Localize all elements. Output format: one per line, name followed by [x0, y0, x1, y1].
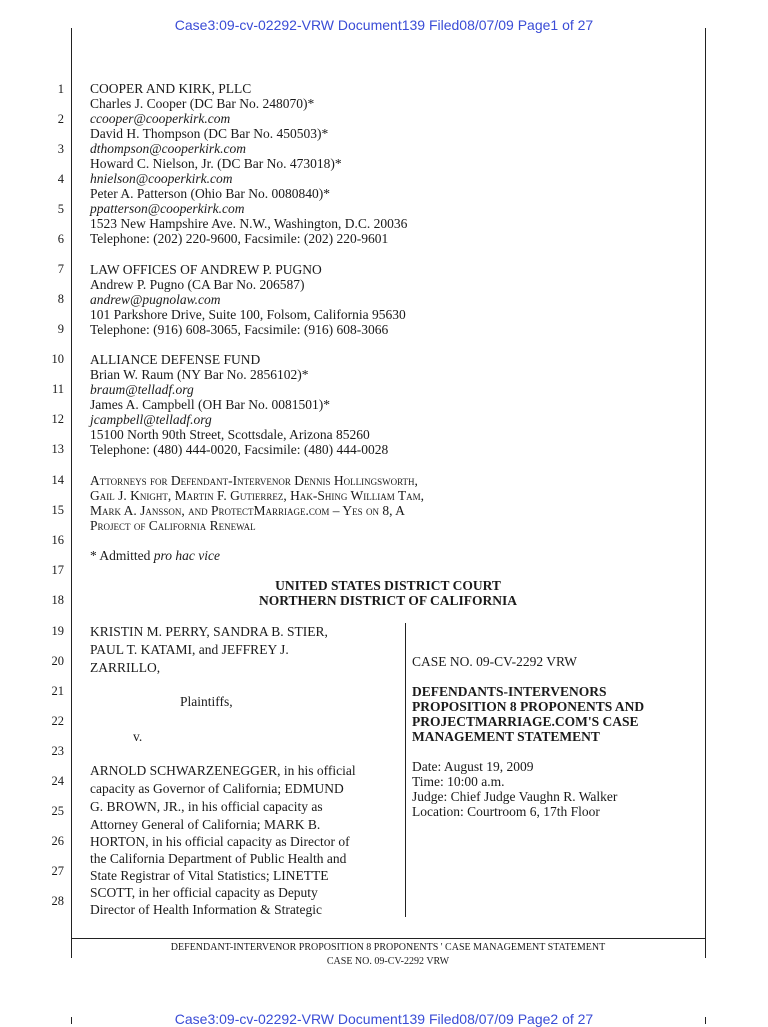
- defendants-line: SCOTT, in her official capacity as Deputy: [90, 885, 318, 900]
- admitted-prefix: * Admitted: [90, 548, 154, 563]
- firm-address: 15100 North 90th Street, Scottsdale, Arizona 85260: [90, 427, 370, 442]
- line-number: 4: [57, 172, 64, 186]
- page2-header: Case3:09-cv-02292-VRW Document139 Filed08/07/09 Page2 of 27: [174, 1011, 594, 1027]
- line-number: 14: [51, 473, 64, 487]
- line-number: 20: [51, 654, 64, 668]
- defendants-line: State Registrar of Vital Statistics; LINETTE: [90, 868, 329, 883]
- admitted-note: [90, 548, 220, 563]
- page-header: Case3:09-cv-02292-VRW Document139 Filed08/07/09 Page1 of 27: [174, 17, 594, 33]
- line-number: 11: [51, 382, 64, 396]
- firm-phone: Telephone: (202) 220-9600, Facsimile: (202) 220-9601: [90, 231, 389, 246]
- line-number: 18: [51, 593, 64, 607]
- line-number: 26: [51, 834, 64, 848]
- court-name: UNITED STATES DISTRICT COURT: [275, 578, 501, 593]
- plaintiffs-label: Plaintiffs,: [180, 694, 233, 709]
- line-number: 12: [51, 412, 64, 426]
- court-district: NORTHERN DISTRICT OF CALIFORNIA: [259, 593, 517, 608]
- attorney-email: braum@telladf.org: [90, 382, 194, 397]
- line-number: 17: [51, 563, 64, 577]
- firm-phone: Telephone: (916) 608-3065, Facsimile: (916) 608-3066: [90, 322, 389, 337]
- attorney-email: ccooper@cooperkirk.com: [90, 111, 231, 126]
- page2-right-rule: [705, 1017, 706, 1024]
- line-number: 13: [51, 442, 64, 456]
- attorneys-for-line: Gail J. Knight, Martin F. Gutierrez, Hak-Shing William Tam,: [90, 488, 424, 503]
- firm-name: COOPER AND KIRK, PLLC: [90, 81, 252, 96]
- versus: v.: [133, 729, 143, 744]
- attorney-name: Andrew P. Pugno (CA Bar No. 206587): [90, 277, 305, 292]
- attorney-name: Howard C. Nielson, Jr. (DC Bar No. 473018)*: [90, 156, 342, 171]
- attorneys-for-line: Attorneys for Defendant-Intervenor Dennis Hollingsworth,: [90, 473, 418, 488]
- document-title: PROJECTMARRIAGE.COM'S CASE: [412, 714, 639, 729]
- line-number: 16: [51, 533, 64, 547]
- line-number: 8: [57, 292, 64, 306]
- line-number: 15: [51, 503, 64, 517]
- hearing-location: Location: Courtroom 6, 17th Floor: [412, 804, 600, 819]
- firm-name: LAW OFFICES OF ANDREW P. PUGNO: [90, 262, 322, 277]
- firm-phone: Telephone: (480) 444-0020, Facsimile: (480) 444-0028: [90, 442, 389, 457]
- plaintiffs-names: PAUL T. KATAMI, and JEFFREY J.: [90, 642, 289, 657]
- defendants-line: G. BROWN, JR., in his official capacity as: [90, 799, 323, 814]
- attorney-name: David H. Thompson (DC Bar No. 450503)*: [90, 126, 329, 141]
- line-number: 2: [57, 112, 64, 126]
- line-number: 28: [51, 894, 64, 908]
- attorneys-for-line: Project of California Renewal: [90, 518, 256, 533]
- document-title: MANAGEMENT STATEMENT: [412, 729, 600, 744]
- footer-title: DEFENDANT-INTERVENOR PROPOSITION 8 PROPONENTS ' CASE MANAGEMENT STATEMENT: [170, 942, 606, 953]
- line-number: 19: [51, 624, 64, 638]
- attorney-name: Peter A. Patterson (Ohio Bar No. 0080840)*: [90, 186, 330, 201]
- plaintiffs-names: KRISTIN M. PERRY, SANDRA B. STIER,: [90, 624, 328, 639]
- firm-address: 101 Parkshore Drive, Suite 100, Folsom, California 95630: [90, 307, 406, 322]
- document-title: DEFENDANTS-INTERVENORS: [412, 684, 607, 699]
- line-number: 24: [51, 774, 64, 788]
- attorney-email: hnielson@cooperkirk.com: [90, 171, 233, 186]
- line-number: 1: [57, 82, 64, 96]
- footer-case-number: CASE NO. 09-CV-2292 VRW: [326, 956, 450, 967]
- line-number: 21: [51, 684, 64, 698]
- defendants-line: Attorney General of California; MARK B.: [90, 817, 321, 832]
- attorney-email: jcampbell@telladf.org: [90, 412, 212, 427]
- case-number: CASE NO. 09-CV-2292 VRW: [412, 654, 578, 669]
- defendants-line: capacity as Governor of California; EDMUND: [90, 781, 344, 796]
- document-title: PROPOSITION 8 PROPONENTS AND: [412, 699, 645, 714]
- attorney-email: dthompson@cooperkirk.com: [90, 141, 247, 156]
- attorney-email: andrew@pugnolaw.com: [90, 292, 221, 307]
- defendants-line: ARNOLD SCHWARZENEGGER, in his official: [90, 763, 356, 778]
- firm-name: ALLIANCE DEFENSE FUND: [90, 352, 261, 367]
- line-number: 6: [57, 232, 64, 246]
- defendants-line: HORTON, in his official capacity as Director of: [90, 834, 350, 849]
- hearing-time: Time: 10:00 a.m.: [412, 774, 505, 789]
- line-number: 27: [51, 864, 64, 878]
- line-number: 7: [57, 262, 64, 276]
- attorney-name: Brian W. Raum (NY Bar No. 2856102)*: [90, 367, 309, 382]
- attorneys-for-line: Mark A. Jansson, and ProtectMarriage.com – Yes on 8, A: [90, 503, 405, 518]
- attorney-name: Charles J. Cooper (DC Bar No. 248070)*: [90, 96, 315, 111]
- hearing-date: Date: August 19, 2009: [412, 759, 534, 774]
- attorney-email: ppatterson@cooperkirk.com: [90, 201, 245, 216]
- right-margin-rule: [705, 28, 706, 958]
- plaintiffs-names: ZARRILLO,: [90, 660, 161, 675]
- hearing-judge: Judge: Chief Judge Vaughn R. Walker: [412, 789, 618, 804]
- defendants-line: Director of Health Information & Strategic: [90, 902, 323, 917]
- admitted-italic: pro hac vice: [153, 548, 220, 563]
- line-number: 3: [57, 142, 64, 156]
- left-margin-rule: [71, 28, 72, 958]
- caption-divider: [405, 623, 406, 917]
- line-number: 25: [51, 804, 64, 818]
- line-number: 5: [57, 202, 64, 216]
- defendants-line: the California Department of Public Health and: [90, 851, 347, 866]
- line-number: 23: [51, 744, 64, 758]
- firm-address: 1523 New Hampshire Ave. N.W., Washington, D.C. 20036: [90, 216, 408, 231]
- line-number: 9: [57, 322, 64, 336]
- attorney-name: James A. Campbell (OH Bar No. 0081501)*: [90, 397, 330, 412]
- line-number: 10: [51, 352, 64, 366]
- line-number: 22: [51, 714, 64, 728]
- footer-rule: [71, 938, 706, 939]
- page2-left-rule: [71, 1017, 72, 1024]
